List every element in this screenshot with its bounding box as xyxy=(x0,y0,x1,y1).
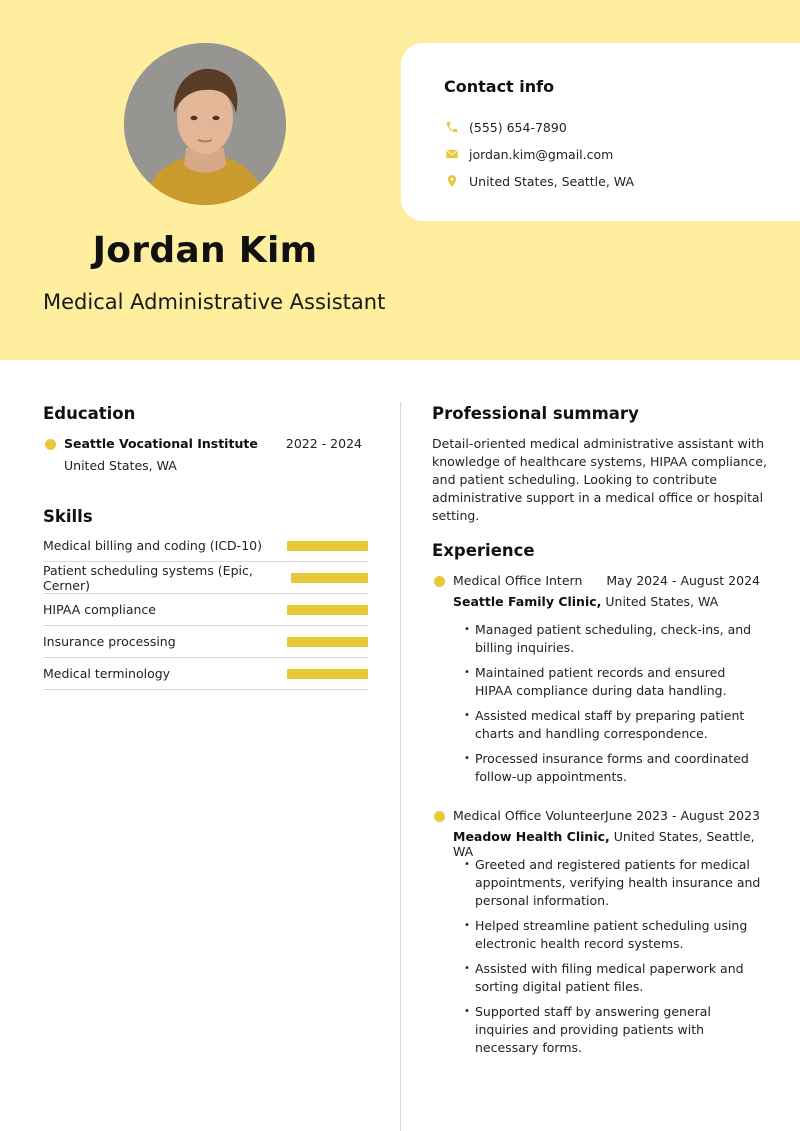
contact-location-text: United States, Seattle, WA xyxy=(469,173,635,189)
skill-level-bar xyxy=(287,541,368,551)
job-location: United States, WA xyxy=(601,594,719,609)
experience-entry xyxy=(432,573,772,793)
job-company-line xyxy=(453,829,772,859)
job-location: United States, Seattle, WA xyxy=(453,829,755,859)
skill-item xyxy=(43,594,368,626)
skill-label: HIPAA compliance xyxy=(43,602,156,617)
skill-level-bar xyxy=(287,605,368,615)
job-company-line xyxy=(453,594,718,609)
skill-level-fill xyxy=(287,605,368,615)
job-dates: May 2024 - August 2024 xyxy=(606,573,760,588)
job-bullet: • Managed patient scheduling, check-ins, and billing inquiries. xyxy=(464,621,764,657)
skill-item xyxy=(43,658,368,690)
header-banner xyxy=(0,0,800,360)
job-bullet-list xyxy=(464,856,764,1064)
skill-level-fill xyxy=(287,541,368,551)
skill-item xyxy=(43,562,368,594)
job-bullet: • Helped streamline patient scheduling using electronic health record systems. xyxy=(464,917,764,953)
education-heading: Education xyxy=(43,404,136,423)
skill-level-fill xyxy=(287,637,368,647)
job-bullet: • Maintained patient records and ensured HIPAA compliance during data handling. xyxy=(464,664,764,700)
phone-icon xyxy=(444,119,460,135)
job-company: Seattle Family Clinic, xyxy=(453,594,602,609)
job-title: Medical Office Volunteer xyxy=(453,808,606,823)
skill-level-bar xyxy=(287,637,368,647)
job-bullet: • Assisted with filing medical paperwork and sorting digital patient files. xyxy=(464,960,764,996)
job-dates: June 2023 - August 2023 xyxy=(605,808,760,823)
contact-email xyxy=(444,146,613,162)
education-bullet-dot xyxy=(45,439,56,450)
column-divider xyxy=(400,402,401,1131)
skills-heading: Skills xyxy=(43,507,93,526)
skill-level-fill xyxy=(287,669,368,679)
contact-card xyxy=(401,43,800,221)
summary-heading: Professional summary xyxy=(432,404,639,423)
experience-heading: Experience xyxy=(432,541,535,560)
skill-level-fill xyxy=(291,573,368,583)
education-dates: 2022 - 2024 xyxy=(285,436,362,451)
experience-bullet-dot xyxy=(434,811,445,822)
profile-photo xyxy=(124,43,286,205)
skill-label: Medical terminology xyxy=(43,666,171,681)
person-name: Jordan Kim xyxy=(92,230,318,271)
experience-entry xyxy=(432,808,772,1055)
summary-text: Detail-oriented medical administrative assistant with knowledge of healthcare systems, HIPAA compliance, and patient scheduling. Looking to contribute administrative support in a medical office or hospital setting. xyxy=(432,436,767,523)
education-school: Seattle Vocational Institute xyxy=(64,436,258,451)
contact-email-text: jordan.kim@gmail.com xyxy=(469,146,614,162)
skill-label: Patient scheduling systems (Epic, Cerner) xyxy=(43,562,253,593)
contact-phone-text: (555) 654-7890 xyxy=(469,119,567,135)
education-location: United States, WA xyxy=(64,458,177,473)
skills-list xyxy=(43,530,368,690)
job-company: Meadow Health Clinic, xyxy=(453,829,610,844)
skill-level-bar xyxy=(291,573,368,583)
location-pin-icon xyxy=(444,173,460,189)
portrait-image xyxy=(124,43,286,205)
mail-icon xyxy=(444,146,460,162)
skill-item xyxy=(43,530,368,562)
skill-label: Insurance processing xyxy=(43,634,176,649)
job-bullet: • Greeted and registered patients for medical appointments, verifying health insurance and personal information. xyxy=(464,856,764,910)
job-bullet: • Processed insurance forms and coordinated follow-up appointments. xyxy=(464,750,764,786)
contact-location xyxy=(444,173,634,189)
skill-label: Medical billing and coding (ICD-10) xyxy=(43,538,262,553)
contact-title: Contact info xyxy=(444,77,555,96)
job-bullet-list xyxy=(464,621,764,793)
job-title: Medical Office Intern xyxy=(453,573,583,588)
job-bullet: • Assisted medical staff by preparing patient charts and handling correspondence. xyxy=(464,707,764,743)
skill-level-bar xyxy=(287,669,368,679)
experience-bullet-dot xyxy=(434,576,445,587)
skill-item xyxy=(43,626,368,658)
contact-phone xyxy=(444,119,567,135)
person-role: Medical Administrative Assistant xyxy=(43,290,386,314)
job-bullet: • Supported staff by answering general inquiries and providing patients with necessary forms. xyxy=(464,1003,764,1057)
